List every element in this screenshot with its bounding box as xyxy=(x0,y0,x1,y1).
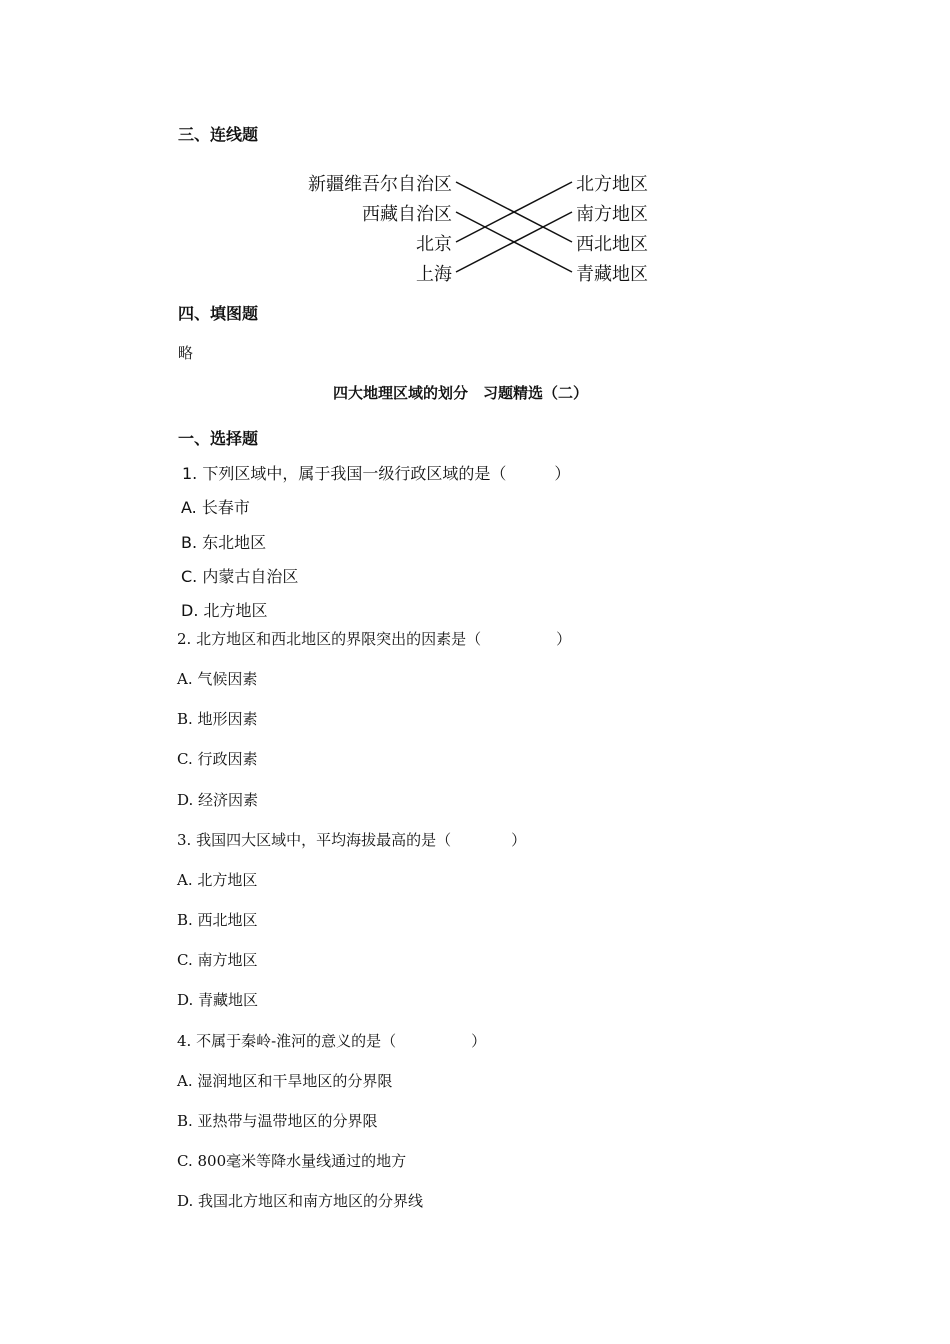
match-right-northwest: 西北地区 xyxy=(576,234,648,255)
question-4-option-a: A. 湿润地区和干旱地区的分界限 xyxy=(177,1072,393,1090)
question-1-option-b: B. 东北地区 xyxy=(181,533,267,552)
match-left-shanghai: 上海 xyxy=(416,264,452,285)
section-heading-choice: 一、选择题 xyxy=(178,429,259,448)
question-4-option-d: D. 我国北方地区和南方地区的分界线 xyxy=(177,1192,424,1210)
question-2-option-b: B. 地形因素 xyxy=(177,710,258,728)
section-heading-fill-map: 四、填图题 xyxy=(178,304,259,323)
exercise-title: 四大地理区域的划分 习题精选（二） xyxy=(333,384,589,402)
question-4-option-b: B. 亚热带与温带地区的分界限 xyxy=(177,1112,378,1130)
fill-map-answer: 略 xyxy=(178,344,194,362)
question-2-option-a: A. 气候因素 xyxy=(177,670,258,688)
section-heading-matching: 三、连线题 xyxy=(178,125,259,144)
question-1-option-d: D. 北方地区 xyxy=(181,601,268,620)
question-4-option-c: C. 800毫米等降水量线通过的地方 xyxy=(177,1152,407,1170)
question-2-stem: 2. 北方地区和西北地区的界限突出的因素是（ ） xyxy=(177,630,572,648)
match-left-tibet: 西藏自治区 xyxy=(362,204,452,225)
question-1-option-c: C. 内蒙古自治区 xyxy=(181,567,299,586)
question-2-option-c: C. 行政因素 xyxy=(177,750,258,768)
match-left-beijing: 北京 xyxy=(416,234,452,255)
matching-lines xyxy=(0,0,950,320)
question-3-option-d: D. 青藏地区 xyxy=(177,991,259,1009)
question-3-option-b: B. 西北地区 xyxy=(177,911,258,929)
question-1-option-a: A. 长春市 xyxy=(181,498,250,517)
match-left-xinjiang: 新疆维吾尔自治区 xyxy=(308,174,452,195)
question-3-stem: 3. 我国四大区域中，平均海拔最高的是（ ） xyxy=(177,831,527,849)
question-3-option-c: C. 南方地区 xyxy=(177,951,258,969)
question-4-stem: 4. 不属于秦岭-淮河的意义的是（ ） xyxy=(177,1032,487,1050)
match-right-qinghai-tibet: 青藏地区 xyxy=(576,264,648,285)
question-1-stem: 1. 下列区域中，属于我国一级行政区域的是（ ） xyxy=(182,464,571,483)
match-right-south: 南方地区 xyxy=(576,204,648,225)
match-right-north: 北方地区 xyxy=(576,174,648,195)
question-3-option-a: A. 北方地区 xyxy=(177,871,258,889)
question-2-option-d: D. 经济因素 xyxy=(177,791,259,809)
